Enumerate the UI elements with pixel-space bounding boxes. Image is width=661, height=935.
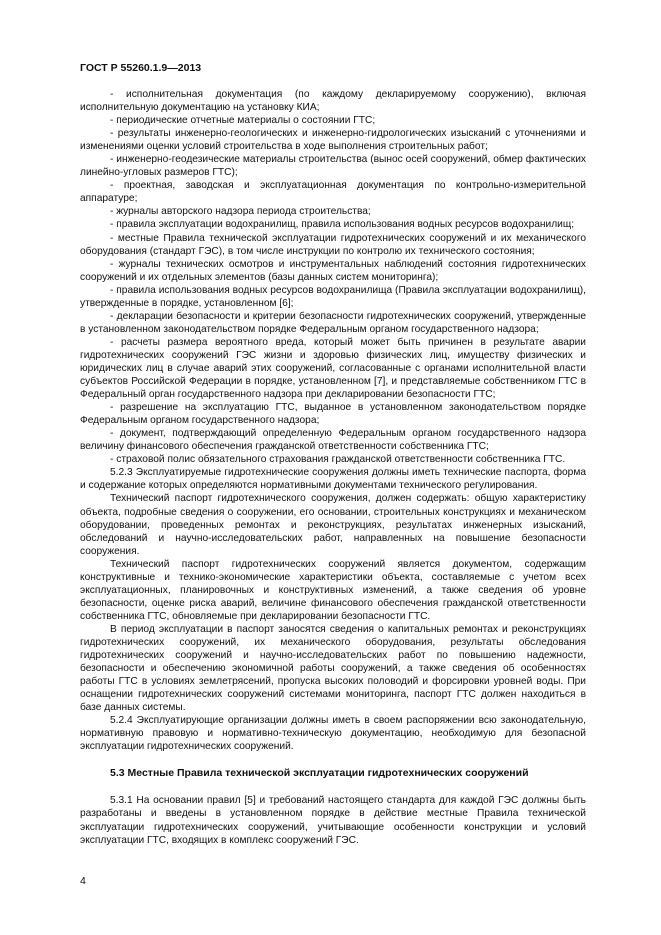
- paragraph: - исполнительная документация (по каждому декларируемому сооружению), включая исполнительную документацию на установку КИА;: [80, 89, 586, 114]
- document-body: [80, 88, 586, 847]
- paragraph: - журналы технических осмотров и инструментальных наблюдений состояния гидротехнических сооружений и их отдельных элементов (базы данных систем мониторинга);: [80, 258, 586, 283]
- section-heading: 5.3 Местные Правила технической эксплуатации гидротехнических сооружений: [110, 767, 529, 780]
- paragraph: - инженерно-геодезические материалы строительства (вынос осей сооружений, обмер фактических линейно-угловых размеров ГТС);: [80, 154, 586, 179]
- paragraph: - правила эксплуатации водохранилищ, правила использования водных ресурсов водохранилищ;: [110, 219, 575, 231]
- paragraph: - проектная, заводская и эксплуатационная документация по контрольно-измерительной аппаратуре;: [80, 180, 586, 205]
- paragraph: - разрешение на эксплуатацию ГТС, выданное в установленном законодательством порядке Федеральным органом государственного надзора;: [80, 402, 586, 427]
- paragraph: - результаты инженерно-геологических и инженерно-гидрологических изысканий с уточнениями и изменениями оценки условий строительства в ходе выполнения строительных работ;: [80, 128, 586, 153]
- paragraph: - местные Правила технической эксплуатации гидротехнических сооружений и их механического оборудования (стандарт ГЭС), в том числе инструкции по контролю их технического состояния;: [80, 232, 586, 257]
- paragraph: - правила использования водных ресурсов водохранилища (Правила эксплуатации водохранилищ), утвержденные в порядке, установленном [6];: [80, 284, 586, 309]
- standard-header: ГОСТ Р 55260.1.9—2013: [80, 62, 202, 74]
- paragraph: - декларации безопасности и критерии безопасности гидротехнических сооружений, утвержденные в установленном законодательством порядке Федеральным органом государственного надзора;: [80, 310, 586, 335]
- paragraph: - расчеты размера вероятного вреда, который может быть причинен в результате аварии гидротехнических сооружений ГЭС жизни и здоровью физических лиц, имуществу физических и юридических лиц в случае аварий этих сооружений, согласованные с органами исполнительной власти субъектов Российской Федерации в порядке, установленном [7], и представляемые собственником ГТС в Федеральный орган государственного надзора при декларировании безопасности ГТС;: [80, 336, 586, 401]
- paragraph: 5.2.4 Эксплуатирующие организации должны иметь в своем распоряжении всю законодательную, нормативную правовую и нормативно-техническую документацию, необходимую для безопасной эксплуатации гидротехнических сооружений.: [80, 715, 586, 753]
- paragraph: - документ, подтверждающий определенную Федеральным органом государственного надзора величину финансового обеспечения гражданской ответственности собственника ГТС;: [80, 428, 586, 453]
- section-paragraph: 5.3.1 На основании правил [5] и требований настоящего стандарта для каждой ГЭС должны быть разработаны и введены в установленном порядке в действие местные Правила технической эксплуатации гидротехнических сооружений, учитывающие особенности конструкции и условий эксплуатации ГТС, входящих в комплекс сооружений ГЭС.: [80, 795, 586, 846]
- paragraph: Технический паспорт гидротехнических сооружений является документом, содержащим конструктивные и технико-экономические характеристики объекта, составляемые с учетом всех эксплуатационных, планировочных и конструктивных изменений, а также сведения об уровне безопасности, оценке риска аварий, величине финансового обеспечения гражданской ответственности собственника ГТС, обновляемые при декларировании безопасности ГТС.: [80, 558, 586, 622]
- paragraph: 5.2.3 Эксплуатируемые гидротехнические сооружения должны иметь технические паспорта, форма и содержание которых определяются нормативными документами технического регулирования.: [80, 467, 586, 492]
- paragraph: - страховой полис обязательного страхования гражданской ответственности собственника ГТС.: [110, 454, 566, 466]
- paragraph: Технический паспорт гидротехнического сооружения, должен содержать: общую характеристику объекта, подробные сведения о сооружении, его основании, строительных конструкциях и механическом оборудовании, проведенных ремонтах и реконструкциях, результатах инженерных изысканий, обследований и научно-исследовательских работ, направленных на повышение безопасности сооружения.: [80, 493, 586, 557]
- page-number: 4: [80, 875, 86, 887]
- paragraph: - периодические отчетные материалы о состоянии ГТС;: [110, 115, 376, 127]
- paragraph: - журналы авторского надзора периода строительства;: [110, 206, 371, 218]
- paragraph: В период эксплуатации в паспорт заносятся сведения о капитальных ремонтах и реконструкциях гидротехнических сооружений, их механического оборудования, результаты обследования гидротехнических сооружений и научно-исследовательских работ по повышению надежности, безопасности и обеспечению экономичной работы сооружений, а также сведения об особенностях работы ГТС в условиях землетрясений, пропуска высоких половодий и форсировки уровней воды. При оснащении гидротехнических сооружений системами мониторинга, паспорт ГТС должен находиться в базе данных системы.: [80, 623, 586, 714]
